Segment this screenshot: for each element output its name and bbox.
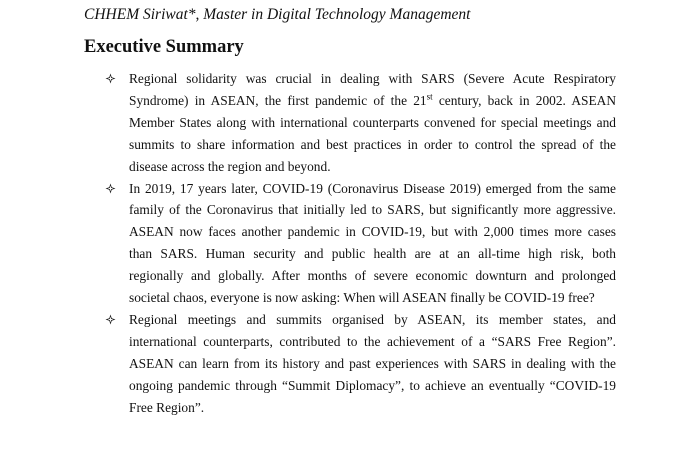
bullet-line: ASEAN can learn from its history and past experiences with SARS in dealing with the bbox=[129, 355, 616, 371]
bullet-line: Free Region”. bbox=[129, 399, 205, 415]
bullet-line: disease across the region and beyond. bbox=[129, 158, 331, 174]
bullet-item-3 bbox=[103, 309, 616, 419]
diamond-bullet-icon bbox=[103, 309, 117, 331]
bullet-line: international counterparts, contributed to the achievement of a “SARS Free Region”. bbox=[129, 333, 616, 349]
bullet-line: Member States along with international counterparts convened for special meetings and bbox=[129, 114, 616, 130]
bullet-line: Regional solidarity was crucial in dealing with SARS (Severe Acute Respiratory bbox=[129, 71, 616, 86]
bullet-line: summits to share information and best practices in order to control the spread of the bbox=[129, 136, 616, 152]
bullet-item-2 bbox=[103, 178, 616, 309]
bullet-line: than SARS. Human security and public health are at an all-time high risk, both bbox=[129, 246, 616, 262]
author-line: CHHEM Siriwat*, Master in Digital Technology Management bbox=[84, 6, 471, 23]
bullet-line: family of the Coronavirus that initially led to SARS, but significantly more aggressive. bbox=[129, 202, 616, 218]
summary-bullet-list bbox=[103, 68, 616, 419]
diamond-bullet-icon bbox=[103, 68, 117, 90]
bullet-line bbox=[129, 90, 616, 112]
bullet-line-text: century, back in 2002. ASEAN bbox=[432, 92, 616, 108]
bullet-item-1 bbox=[103, 68, 616, 178]
diamond-bullet-icon bbox=[103, 178, 117, 200]
bullet-line: ongoing pandemic through “Summit Diplomacy”, to achieve an eventually “COVID-19 bbox=[129, 377, 616, 393]
bullet-line: societal chaos, everyone is now asking: When will ASEAN finally be COVID-19 free? bbox=[129, 290, 595, 306]
bullet-line: In 2019, 17 years later, COVID-19 (Coronavirus Disease 2019) emerged from the same bbox=[129, 180, 616, 196]
bullet-line: regionally and globally. After months of severe economic downturn and prolonged bbox=[129, 268, 616, 284]
bullet-line: ASEAN now faces another pandemic in COVID-19, but with 2,000 times more cases bbox=[129, 224, 616, 240]
superscript: st bbox=[426, 91, 433, 102]
bullet-line-text: Syndrome) in ASEAN, the first pandemic of the 21 bbox=[129, 92, 427, 108]
bullet-line: Regional meetings and summits organised by ASEAN, its member states, and bbox=[129, 311, 616, 327]
section-heading: Executive Summary bbox=[84, 37, 244, 57]
